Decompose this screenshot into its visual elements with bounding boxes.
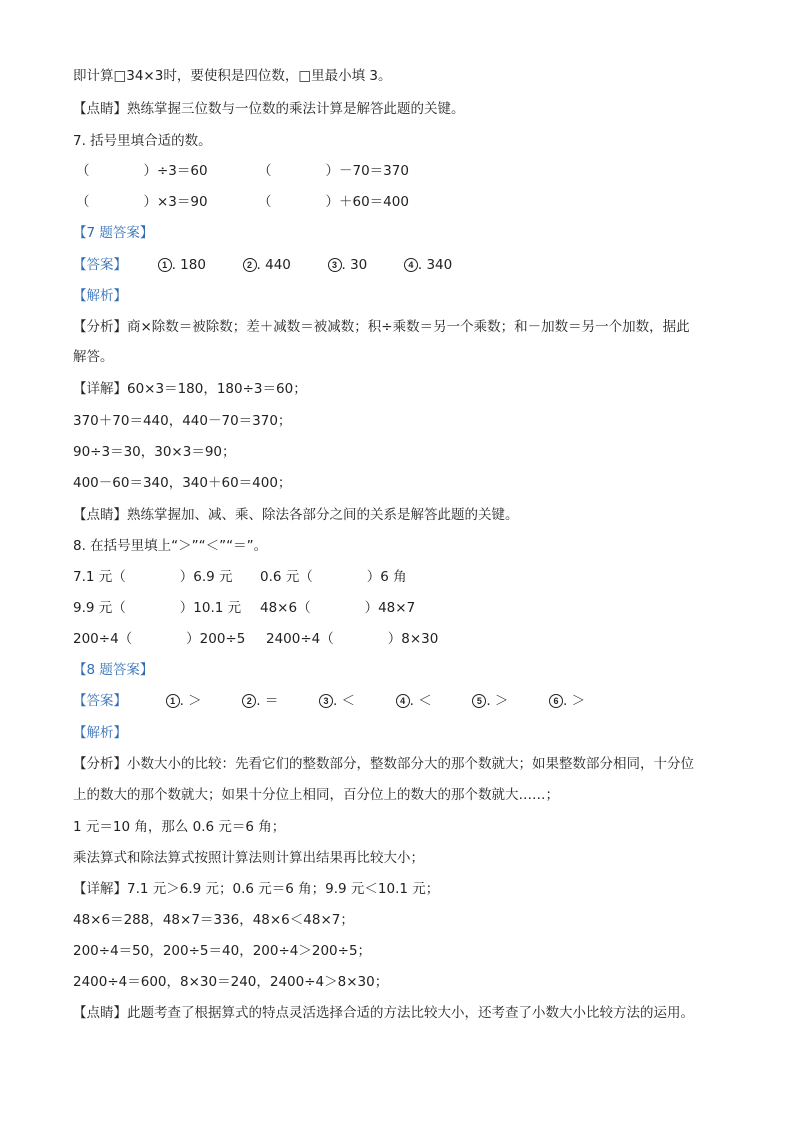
q8-analysis-1: 【分析】小数大小的比较：先看它们的整数部分，整数部分大的那个数就大；如果整数部分相同，十分位 [73, 756, 694, 772]
q8-blank-6: 2400÷4（ ）8×30 [266, 631, 439, 647]
dianjing-line [73, 100, 465, 118]
q7-blank-1: （ ）÷3＝60 [76, 163, 208, 179]
q8-answer-6: 6 . ＞ [549, 693, 585, 709]
circled-number-icon: 1 [166, 694, 180, 708]
question-8-title: 8. 在括号里填上“＞”“＜”“＝”。 [73, 538, 268, 554]
q7-dianjing: 【点睛】熟练掌握加、减、乘、除法各部分之间的关系是解答此题的关键。 [73, 507, 519, 523]
circled-number-icon: 3 [328, 258, 342, 272]
q7-blank-3: （ ）×3＝90 [76, 194, 208, 210]
q8-detail-4: 2400÷4＝600，8×30＝240，2400÷4＞8×30； [73, 974, 389, 990]
q7-blank-2: （ ）－70＝370 [258, 163, 409, 179]
q8-answer-4: 4 . ＜ [396, 693, 432, 709]
q7-answer-2: 2 . 440 [243, 257, 291, 273]
q7-detail-3: 90÷3＝30，30×3＝90； [73, 444, 236, 460]
q7-answer-line [73, 256, 452, 274]
q7-analysis-cont: 解答。 [73, 349, 114, 365]
q8-answer-2: 2 . ＝ [242, 693, 278, 709]
q8-blank-1: 7.1 元（ ）6.9 元 [73, 569, 233, 585]
q8-analysis-2: 上的数大的那个数就大；如果十分位上相同，百分位上的数大的那个数就大……； [73, 787, 559, 803]
q7-answer-heading: 【7 题答案】 [73, 225, 154, 241]
q8-blank-4: 48×6（ ）48×7 [260, 600, 416, 616]
q8-blank-3: 9.9 元（ ）10.1 元 [73, 600, 242, 616]
dianjing-tag: 【点睛】 [73, 101, 127, 117]
q8-answer-3: 3 . ＜ [319, 693, 355, 709]
circled-number-icon: 4 [396, 694, 410, 708]
q8-detail-1: 【详解】7.1 元＞6.9 元；0.6 元＝6 角；9.9 元＜10.1 元； [73, 881, 440, 897]
q8-analysis-3: 1 元＝10 角，那么 0.6 元＝6 角； [73, 819, 286, 835]
q7-detail-4: 400－60＝340，340＋60＝400； [73, 475, 292, 491]
q7-answer-4: 4 . 340 [404, 257, 452, 273]
q7-answer-1: 1 . 180 [158, 257, 206, 273]
q8-detail-2: 48×6＝288，48×7＝336，48×6＜48×7； [73, 912, 354, 928]
circled-number-icon: 2 [242, 694, 256, 708]
answer-tag: 【答案】 [73, 693, 127, 709]
q8-analysis-4: 乘法算式和除法算式按照计算法则计算出结果再比较大小； [73, 850, 424, 866]
q8-dianjing: 【点睛】此题考查了根据算式的特点灵活选择合适的方法比较大小，还考查了小数大小比较方法的运用。 [73, 1005, 694, 1021]
circled-number-icon: 2 [243, 258, 257, 272]
q8-answer-line [73, 692, 585, 710]
q7-answer-3: 3 . 30 [328, 257, 368, 273]
circled-number-icon: 3 [319, 694, 333, 708]
question-7-title: 7. 括号里填合适的数。 [73, 133, 212, 149]
answer-tag: 【答案】 [73, 257, 127, 273]
q7-analysis: 【分析】商×除数＝被除数；差＋减数＝被减数；积÷乘数＝另一个乘数；和－加数＝另一个加数，据此 [73, 319, 690, 335]
q7-jiexi-heading: 【解析】 [73, 288, 127, 304]
circled-number-icon: 5 [472, 694, 486, 708]
dianjing-text: 熟练掌握三位数与一位数的乘法计算是解答此题的关键。 [127, 101, 465, 117]
circled-number-icon: 6 [549, 694, 563, 708]
q8-jiexi-heading: 【解析】 [73, 725, 127, 741]
q8-answer-5: 5 . ＞ [472, 693, 508, 709]
q8-detail-3: 200÷4＝50，200÷5＝40，200÷4＞200÷5； [73, 943, 372, 959]
q8-answer-heading: 【8 题答案】 [73, 662, 154, 678]
circled-number-icon: 1 [158, 258, 172, 272]
circled-number-icon: 4 [404, 258, 418, 272]
q7-detail-2: 370＋70＝440，440－70＝370； [73, 413, 292, 429]
q8-answer-1: 1 . ＞ [166, 693, 202, 709]
text-line: 即计算□34×3时，要使积是四位数，□里最小填 3。 [73, 68, 392, 84]
q8-blank-5: 200÷4（ ）200÷5 [73, 631, 246, 647]
q7-detail-1: 【详解】60×3＝180，180÷3＝60； [73, 381, 307, 397]
q8-blank-2: 0.6 元（ ）6 角 [260, 569, 407, 585]
q7-blank-4: （ ）＋60＝400 [258, 194, 409, 210]
